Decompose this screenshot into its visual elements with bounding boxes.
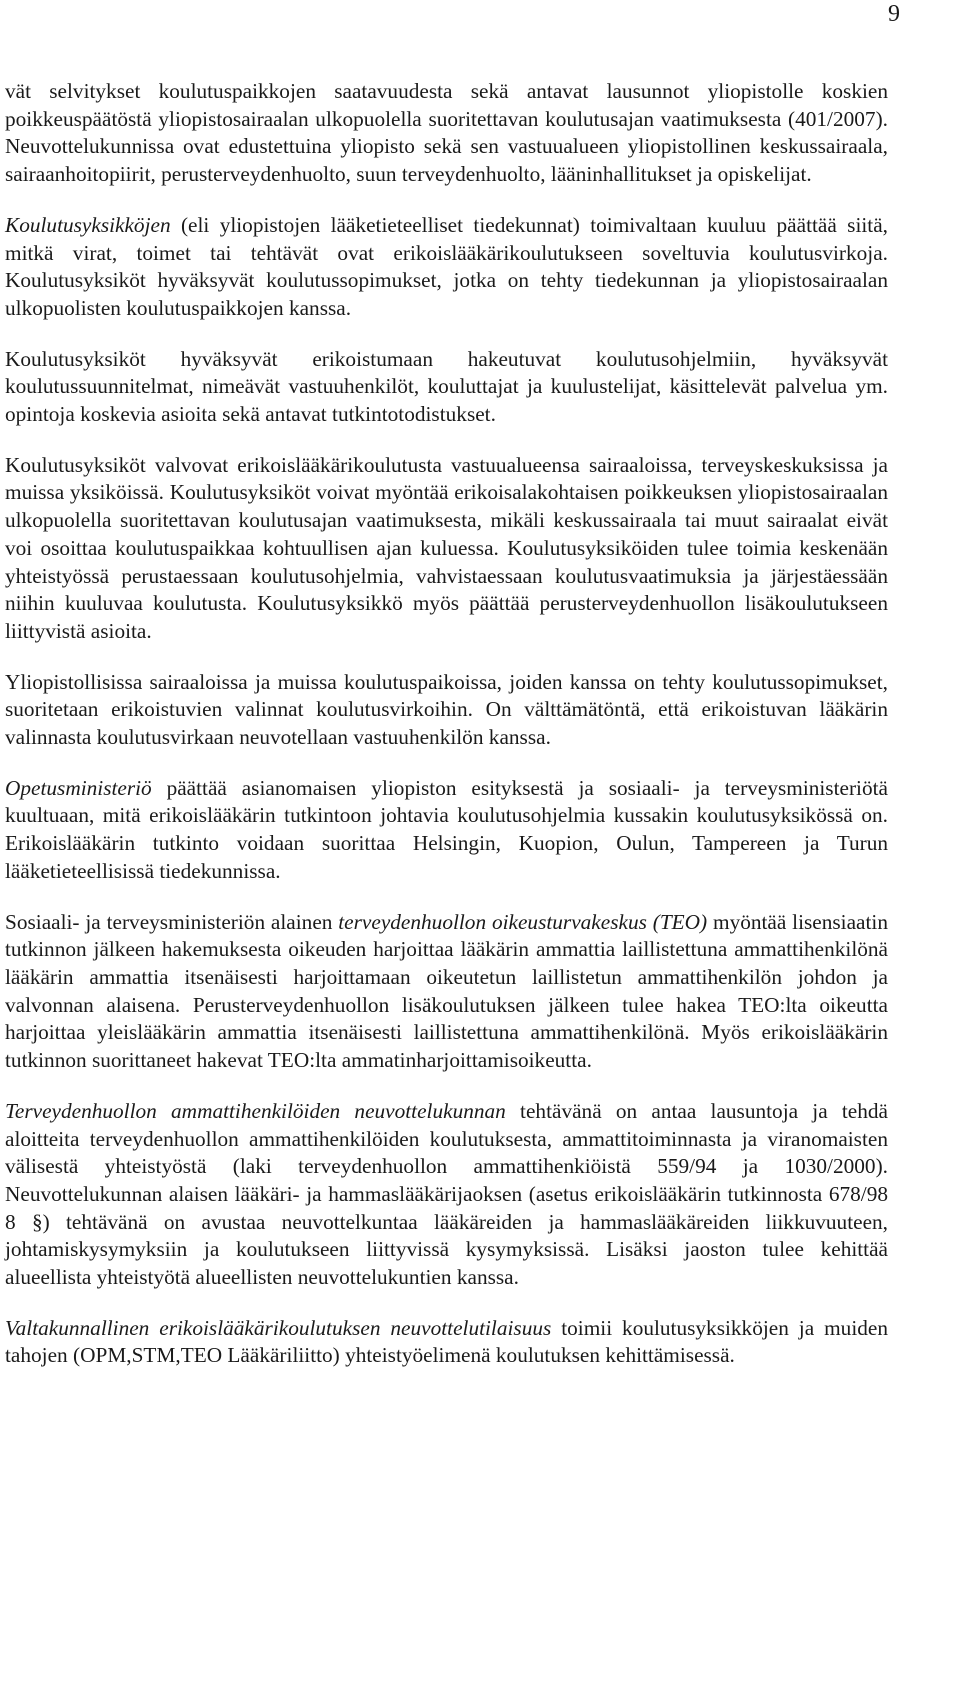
paragraph [5,669,888,752]
page-number: 9 [888,1,900,27]
paragraph [5,1098,888,1292]
text-run: Sosiaali- ja terveysministeriön alainen [5,909,339,934]
text-run: Yliopistollisissa sairaaloissa ja muissa koulutuspaikoissa, joiden kanssa on tehty koulutussopimukset, suoritetaan erikoistuvien valinnat koulutusvirkoihin. On välttämätöntä, että erikoistuvan lääkärin valinnasta koulutusvirkaan neuvotellaan vastuuhenkilön kanssa. [5,669,888,750]
italic-term: Valtakunnallinen erikoislääkärikoulutuksen neuvottelutilaisuus [5,1315,552,1340]
paragraph [5,452,888,646]
text-run: vät selvitykset koulutuspaikkojen saatavuudesta sekä antavat lausunnot yliopistolle koskien poikkeuspäätöstä yliopistosairaalan ulkopuolella suoritettavan koulutusajan vaatimuksesta (401/2007). Neuvottelukunnissa ovat edustettuina yliopisto sekä sen vastuualueen yliopistollinen keskussairaala, sairaanhoitopiirit, perusterveydenhuolto, suun terveydenhuolto, lääninhallitukset ja opiskelijat. [5,79,888,187]
italic-term: Opetusministeriö [5,775,152,800]
text-run: Koulutusyksiköt hyväksyvät erikoistumaan hakeutuvat koulutusohjelmiin, hyväksyvät koulutussuunnitelmat, nimeävät vastuuhenkilöt, kouluttajat ja kuulustelijat, käsittelevät palvelua ym. opintoja koskevia asioita sekä antavat tutkintotodistukset. [5,346,888,427]
paragraph [5,1315,888,1370]
paragraph [5,775,888,886]
paragraph [5,346,888,429]
italic-term: terveydenhuollon oikeusturvakeskus (TEO) [338,909,708,934]
paragraph [5,212,888,323]
italic-term: Terveydenhuollon ammattihenkilöiden neuvottelukunnan [5,1098,506,1123]
text-run: päättää asianomaisen yliopiston esityksestä ja sosiaali- ja terveysministeriötä kuultuaan, mitä erikoislääkärin tutkintoon johtavia koulutusohjelmia kussakin koulutusyksikössä on. Erikoislääkärin tutkinto voidaan suorittaa Helsingin, Kuopion, Oulun, Tampereen ja Turun lääketieteellisissä tiedekunnissa. [5,775,888,883]
text-run: tehtävänä on antaa lausuntoja ja tehdä aloitteita terveydenhuollon ammattihenkilöiden koulutuksesta, ammattitoiminnasta ja viranomaisten välisestä yhteistyöstä (laki terveydenhuollon ammattihenkiöistä 559/94 ja 1030/2000). Neuvottelukunnan alaisen lääkäri- ja hammaslääkärijaoksen (asetus erikoislääkärin tutkinnosta 678/98 8 §) tehtävänä on avustaa neuvottelkuntaa lääkäreiden ja hammaslääkäreiden liikkuvuuteen, johtamiskysymyksiin ja koulutukseen liittyvissä kysymyksissä. Lisäksi jaoston tulee kehittää alueellista yhteistyötä alueellisten neuvottelukuntien kanssa. [5,1098,888,1290]
text-run: toimii koulutusyksikköjen ja muiden tahojen (OPM,STM,TEO Lääkäriliitto) yhteistyöelimenä koulutuksen kehittämisessä. [5,1315,888,1368]
paragraph [5,909,888,1075]
text-run: myöntää lisensiaatin tutkinnon jälkeen hakemuksesta oikeuden harjoittaa lääkärin ammattia laillistettuna ammattihenkilönä lääkärin ammattia itsenäisesti harjoittamaan oikeutetun laillistetun ammattihenkilön johdon ja valvonnan alaisena. Perusterveydenhuollon lisäkoulutuksen jälkeen tulee hakea TEO:lta oikeutta harjoittaa yleislääkärin ammattia itsenäisesti laillistettuna ammattihenkilönä. Myös erikoislääkärin tutkinnon suorittaneet hakevat TEO:lta ammatinharjoittamisoikeutta. [5,909,888,1073]
italic-term: Koulutusyksikköjen [5,212,171,237]
paragraph [5,78,888,189]
text-run: (eli yliopistojen lääketieteelliset tiedekunnat) toimivaltaan kuuluu päättää siitä, mitkä virat, toimet tai tehtävät ovat erikoislääkärikoulutukseen soveltuvia koulutusvirkoja. Koulutusyksiköt hyväksyvät koulutussopimukset, jotka on tehty tiedekunnan ja yliopistosairaalan ulkopuolisten koulutuspaikkojen kanssa. [5,212,888,320]
text-run: Koulutusyksiköt valvovat erikoislääkärikoulutusta vastuualueensa sairaaloissa, terveyskeskuksissa ja muissa yksiköissä. Koulutusyksiköt voivat myöntää erikoisalakohtaisen poikkeuksen yliopistosairaalan ulkopuolella suoritettavan koulutusajan vaatimuksesta, mikäli keskussairaala tai muut sairaalat eivät voi osoittaa koulutuspaikkaa kohtuullisen ajan kuluessa. Koulutusyksiköiden tulee toimia keskenään yhteistyössä perustaessaan koulutusohjelmia, vahvistaessaan koulutusvaatimuksia ja järjestäessään niihin kuuluvaa koulutusta. Koulutusyksikkö myös päättää perusterveydenhuollon lisäkoulutukseen liittyvistä asioita. [5,452,888,643]
document-body [5,78,888,1393]
